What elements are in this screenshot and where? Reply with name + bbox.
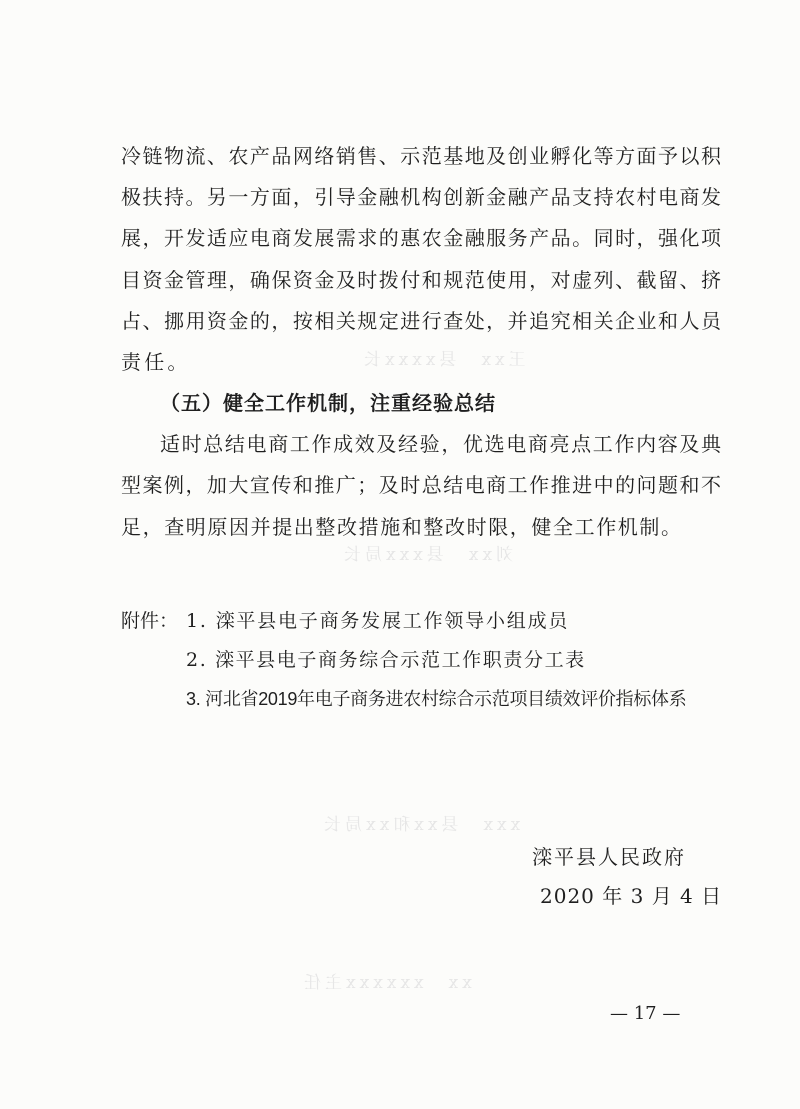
issue-date: 2020 年 3 月 4 日 xyxy=(540,884,723,908)
attachments-label: 附件： xyxy=(121,610,179,632)
page-number: — 17 — xyxy=(610,1003,681,1024)
body-line-2: 极扶持。另一方面，引导金融机构创新金融产品支持农村电商发 xyxy=(121,185,721,209)
body-line-1: 冷链物流、农产品网络销售、示范基地及创业孵化等方面予以积 xyxy=(121,144,721,168)
body-line-6: 责任。 xyxy=(121,350,191,374)
bleed-through-text: 王xx 县xxxx长 xyxy=(360,350,526,370)
body-line-4: 目资金管理，确保资金及时拨付和规范使用，对虚列、截留、挤 xyxy=(121,268,721,292)
section-heading: （五）健全工作机制，注重经验总结 xyxy=(160,391,496,415)
section-line-3: 足，查明原因并提出整改措施和整改时限，健全工作机制。 xyxy=(121,515,683,539)
bleed-through-text: xx xxxxxx主任 xyxy=(300,973,472,993)
attachment-item-1: 1. 滦平县电子商务发展工作领导小组成员 xyxy=(186,610,570,632)
bleed-through-text: 刘xx 县xxx局长 xyxy=(340,545,513,565)
body-line-3: 展，开发适应电商发展需求的惠农金融服务产品。同时，强化项 xyxy=(121,226,721,250)
body-line-5: 占、挪用资金的，按相关规定进行查处，并追究相关企业和人员 xyxy=(121,309,721,333)
section-line-1: 适时总结电商工作成效及经验，优选电商亮点工作内容及典 xyxy=(160,432,721,456)
section-line-2: 型案例，加大宣传和推广；及时总结电商工作推进中的问题和不 xyxy=(121,473,721,497)
bleed-through-text: xxx 县xx和xx局长 xyxy=(320,815,521,835)
attachment-item-2: 2. 滦平县电子商务综合示范工作职责分工表 xyxy=(186,649,586,671)
attachment-item-3: 3. 河北省2019年电子商务进农村综合示范项目绩效评价指标体系 xyxy=(186,689,687,709)
issuer-name: 滦平县人民政府 xyxy=(532,845,686,869)
